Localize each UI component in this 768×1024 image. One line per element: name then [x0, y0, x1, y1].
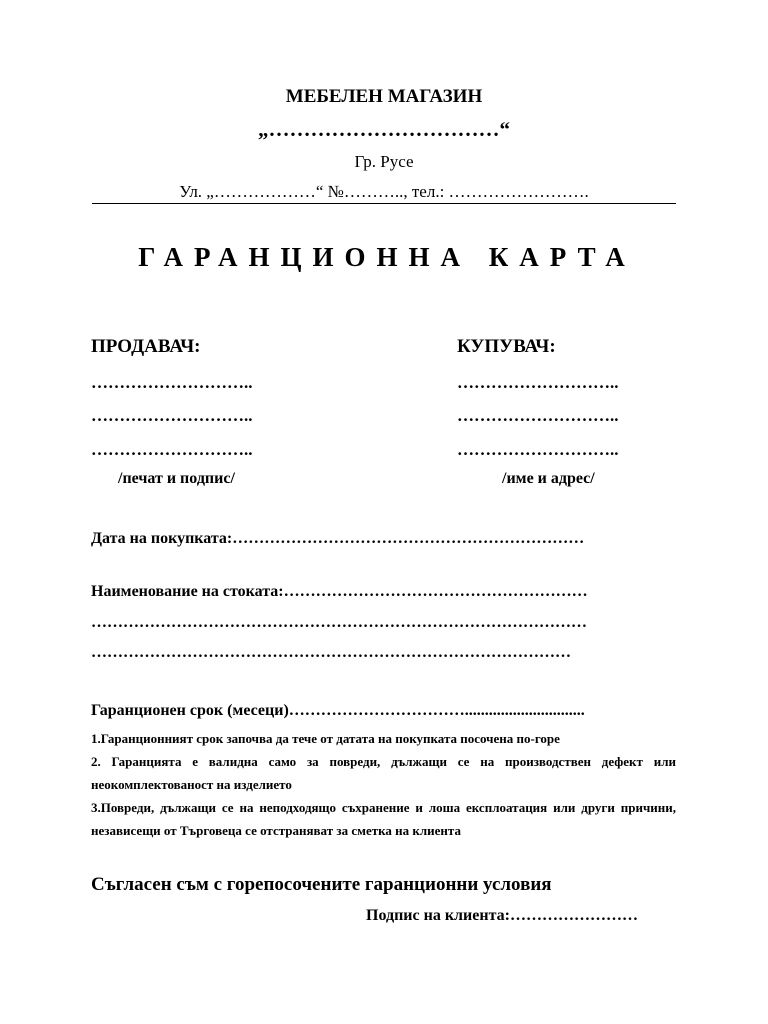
buyer-line-3: ………………………..: [457, 440, 619, 459]
store-title: МЕБЕЛЕН МАГАЗИН: [285, 86, 483, 107]
buyer-heading: КУПУВАЧ:: [457, 336, 556, 357]
warranty-terms: [91, 727, 676, 842]
client-signature-field: Подпис на клиента:……………………: [366, 907, 638, 924]
store-address: Ул. „………………“ №……….., тел.: …………………….: [179, 182, 589, 201]
seller-line-3: ………………………..: [91, 440, 253, 459]
agreement-statement: Съгласен съм с горепосочените гаранционни условия: [91, 874, 552, 895]
product-name-field: Наименование на стоката:…………………………………………………: [91, 583, 588, 600]
document-title: ГАРАНЦИОННА КАРТА: [138, 242, 636, 272]
term-2: 2. Гаранцията е валидна само за повреди, дължащи се на производствен дефект или неокомплектованост на изделието: [91, 754, 676, 792]
store-name-blank: „……………………………“: [258, 117, 510, 141]
seller-line-1: ………………………..: [91, 373, 253, 392]
product-name-line-3: ………………………………………………………………………………: [91, 644, 571, 661]
header-divider: [92, 203, 676, 204]
term-3: 3.Повреди, дължащи се на неподходящо съхранение и лоша експлоатация или други причини, независещи от Търговеца се отстраняват за сметка на клиента: [91, 800, 676, 838]
purchase-date-field: Дата на покупката:…………………………………………………………: [91, 530, 585, 547]
seller-heading: ПРОДАВАЧ:: [91, 336, 201, 357]
buyer-line-1: ………………………..: [457, 373, 619, 392]
buyer-line-2: ………………………..: [457, 406, 619, 425]
store-city: Гр. Русе: [354, 152, 414, 171]
product-name-line-2: …………………………………………………………………………………: [91, 614, 587, 631]
buyer-note: /име и адрес/: [502, 470, 595, 487]
term-1: 1.Гаранционният срок започва да тече от датата на покупката посочена по-горе: [91, 731, 560, 746]
warranty-period-field: Гаранционен срок (месеци)……………………………..............................: [91, 702, 585, 719]
seller-note: /печат и подпис/: [118, 470, 235, 487]
seller-line-2: ………………………..: [91, 406, 253, 425]
